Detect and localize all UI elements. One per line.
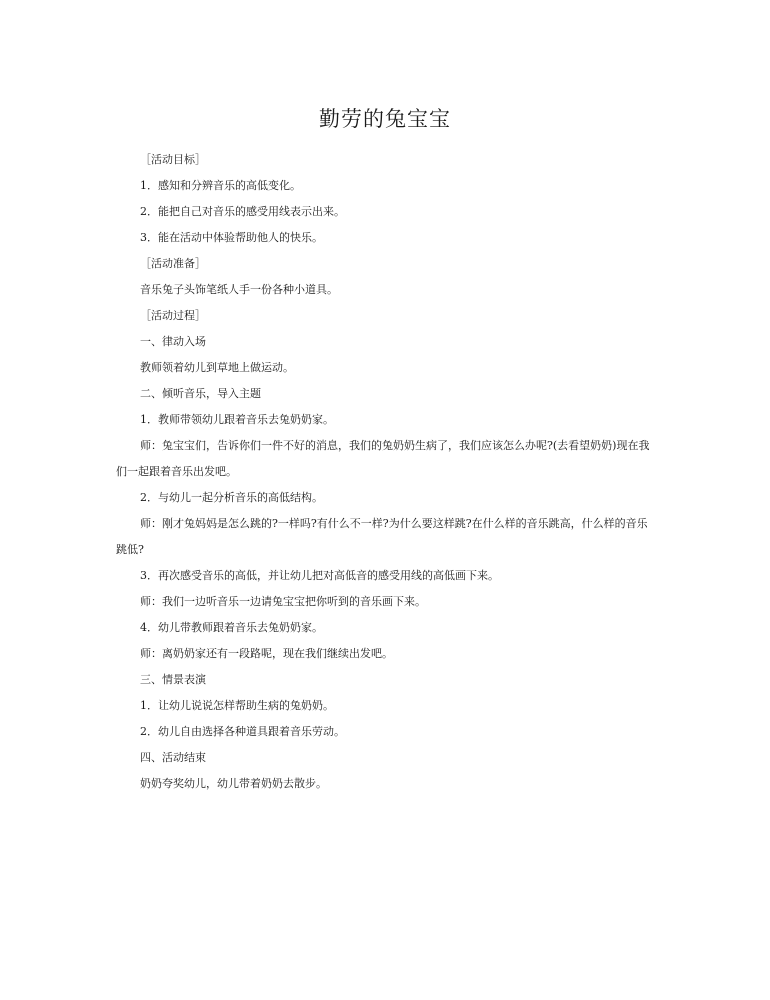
paragraph <box>116 771 656 797</box>
paragraph <box>116 329 656 355</box>
step-text: 教师领着幼儿到草地上做运动。 <box>140 361 294 374</box>
paragraph <box>116 563 656 589</box>
dialogue-text: 师：刚才兔妈妈是怎么跳的?一样吗?有什么不一样?为什么要这样跳?在什么样的音乐跳高，什么样的音乐跳低? <box>116 517 648 556</box>
paragraph <box>116 199 656 225</box>
section-heading-preparation: ［活动准备］ <box>140 257 206 270</box>
step-heading: 一、律动入场 <box>140 335 206 348</box>
step-heading: 二、倾听音乐，导入主题 <box>140 387 261 400</box>
paragraph <box>116 745 656 771</box>
paragraph <box>116 277 656 303</box>
paragraph <box>116 589 656 615</box>
goal-item: 2．能把自己对音乐的感受用线表示出来。 <box>140 205 345 218</box>
paragraph <box>116 407 656 433</box>
paragraph <box>116 615 656 641</box>
goal-item: 3．能在活动中体验帮助他人的快乐。 <box>140 231 323 244</box>
step-item: 1．教师带领幼儿跟着音乐去兔奶奶家。 <box>140 413 334 426</box>
section-heading-goals: ［活动目标］ <box>140 153 206 166</box>
step-item: 2．幼儿自由选择各种道具跟着音乐劳动。 <box>140 725 345 738</box>
goal-item: 1．感知和分辨音乐的高低变化。 <box>140 179 301 192</box>
paragraph <box>116 147 656 173</box>
paragraph <box>116 173 656 199</box>
closing-text: 奶奶夸奖幼儿，幼儿带着奶奶去散步。 <box>140 777 327 790</box>
paragraph <box>116 381 656 407</box>
paragraph <box>116 355 656 381</box>
step-heading: 三、情景表演 <box>140 673 206 686</box>
dialogue-text: 师：兔宝宝们，告诉你们一件不好的消息，我们的兔奶奶生病了，我们应该怎么办呢?(去看望奶奶)现在我们一起跟着音乐出发吧。 <box>116 439 650 478</box>
paragraph <box>116 485 656 511</box>
preparation-text: 音乐兔子头饰笔纸人手一份各种小道具。 <box>140 283 338 296</box>
paragraph <box>116 433 656 485</box>
paragraph <box>116 251 656 277</box>
paragraph <box>116 303 656 329</box>
step-item: 3．再次感受音乐的高低，并让幼儿把对高低音的感受用线的高低画下来。 <box>140 569 499 582</box>
page-title: 勤劳的兔宝宝 <box>319 107 451 132</box>
paragraph <box>116 719 656 745</box>
paragraph <box>116 693 656 719</box>
paragraph <box>116 641 656 667</box>
step-item: 4．幼儿带教师跟着音乐去兔奶奶家。 <box>140 621 323 634</box>
paragraph <box>116 225 656 251</box>
section-heading-process: ［活动过程］ <box>140 309 206 322</box>
step-item: 2．与幼儿一起分析音乐的高低结构。 <box>140 491 323 504</box>
step-heading: 四、活动结束 <box>140 751 206 764</box>
step-item: 1．让幼儿说说怎样帮助生病的兔奶奶。 <box>140 699 334 712</box>
paragraph <box>116 667 656 693</box>
dialogue-text: 师：我们一边听音乐一边请兔宝宝把你听到的音乐画下来。 <box>140 595 426 608</box>
dialogue-text: 师：离奶奶家还有一段路呢，现在我们继续出发吧。 <box>140 647 393 660</box>
paragraph <box>116 511 656 563</box>
